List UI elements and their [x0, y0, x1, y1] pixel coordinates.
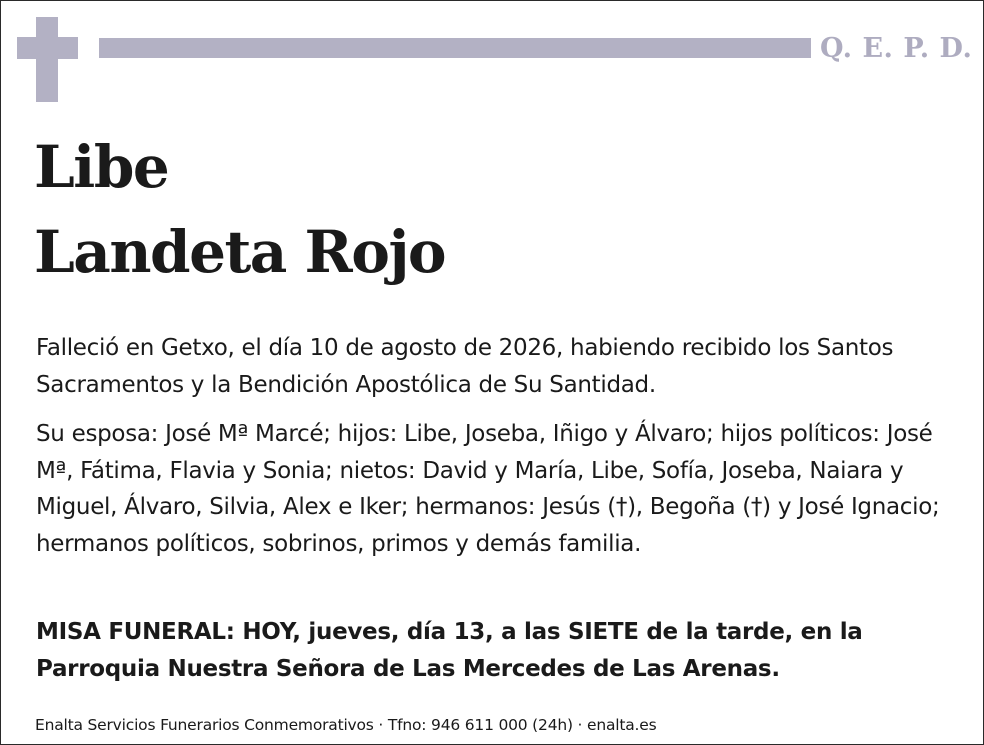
deceased-surnames: Landeta Rojo [34, 218, 446, 286]
death-notice-text: Falleció en Getxo, el día 10 de agosto de 2026, habiendo recibido los Santos Sacramentos y la Bendición Apostólica de Su Santidad. [36, 335, 894, 398]
family-text: Su esposa: José Mª Marcé; hijos: Libe, Joseba, Iñigo y Álvaro; hijos políticos: José Mª, Fátima, Flavia y Sonia; nietos: David y María, Libe, Sofía, Joseba, Naiara y Miguel, Álvaro, Silvia, Alex e Iker; hermanos: Jesús (†), Begoña (†) y José Ignacio; hermanos políticos, sobrinos, primos y demás familia. [36, 421, 940, 557]
funeral-home-footer: Enalta Servicios Funerarios Conmemorativos · Tfno: 946 611 000 (24h) · enalta.es [35, 716, 657, 734]
qepd-label: Q. E. P. D. [820, 33, 973, 64]
funeral-mass-text: MISA FUNERAL: HOY, jueves, día 13, a las SIETE de la tarde, en la Parroquia Nuestra Señora de Las Mercedes de Las Arenas. [36, 619, 863, 682]
deceased-first-name: Libe [34, 133, 169, 201]
header-rule [99, 38, 811, 58]
